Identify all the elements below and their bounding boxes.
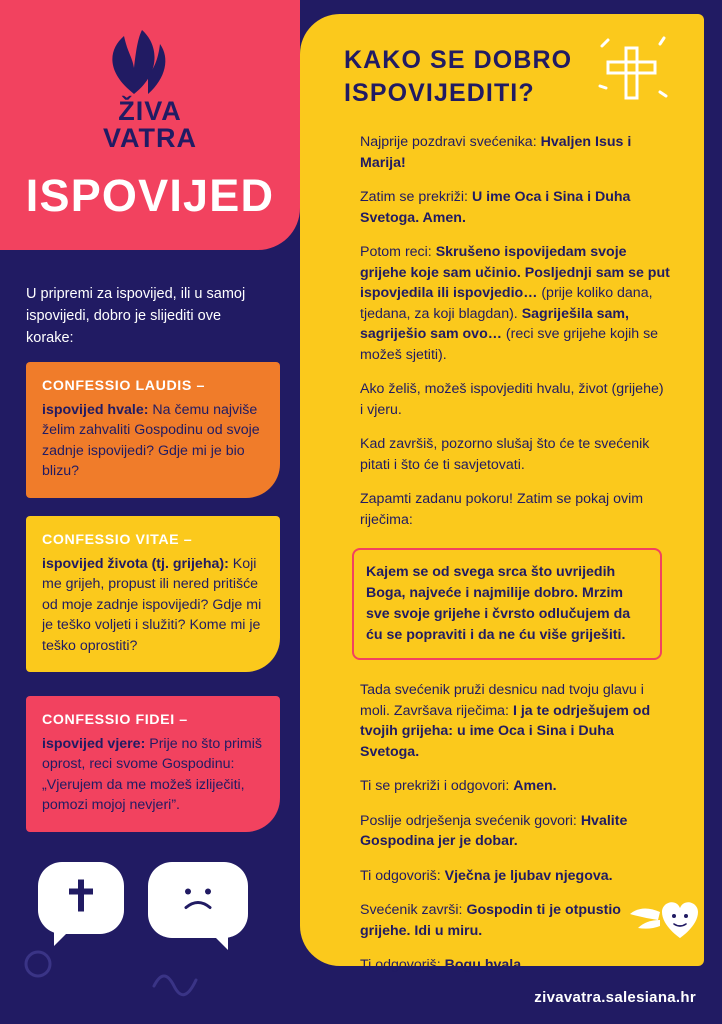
intro-text: U pripremi za ispovijed, ili u samoj ispovijedi, dobro je slijediti ove korake:	[26, 286, 246, 346]
flame-heart-logo-icon	[98, 28, 174, 96]
card-1-sub: ispovijed hvale:	[42, 401, 149, 418]
right-column	[300, 14, 704, 973]
brand-block	[0, 0, 300, 250]
step-item	[360, 242, 670, 365]
step-bold: Vječna je ljubav njegova.	[444, 867, 613, 884]
step-plain: Poslije odrješenja svećenik govori:	[360, 812, 581, 829]
step-plain: Ti se prekriži i odgovori:	[360, 778, 514, 794]
step-plain: Potom reci:	[360, 244, 436, 260]
step-item	[360, 811, 670, 852]
cross-icon	[67, 878, 95, 919]
card-confessio-laudis	[26, 362, 280, 498]
step-plain-3: (reci sve grijehe kojih se možeš sjetiti).	[360, 326, 659, 363]
decorative-swirl-icon	[18, 944, 58, 984]
card-2-body: Koji me grijeh, propust ili nered pritišće od moje zadnje ispovijedi? Gdje mi je teško voljeti i služiti? Kome mi je teško oprostiti?	[42, 555, 262, 654]
brand-name-line2: VATRA	[103, 123, 197, 153]
step-item	[360, 379, 670, 420]
brand-name-line1: ŽIVA	[118, 96, 182, 126]
step-item	[360, 187, 670, 228]
step-plain: Tada svećenik pruži desnicu nad tvoju glavu i moli. Završava riječima:	[360, 682, 644, 719]
speech-bubble-sad-face	[148, 862, 248, 938]
speech-bubble-cross	[38, 862, 124, 934]
step-item	[360, 680, 670, 762]
page-title: ISPOVIJED	[25, 170, 275, 221]
step-bold: Bogu hvala.	[444, 957, 526, 973]
card-3-body: Prije no što primiš oprost, reci svome Gospodinu: „Vjerujem da me možeš izliječiti, pomozi mojoj nevjeri”.	[42, 735, 262, 813]
step-bold: Hvaljen Isus i Marija!	[360, 134, 632, 171]
prayer-highlight-box: Kajem se od svega srca što uvrijedih Boga, najveće i najmilije dobro. Mrzim sve svoje grijehe i čvrsto odlučujem da ću se popraviti i da ne ću više griješiti.	[352, 548, 662, 660]
card-1-body: Na čemu najviše želim zahvaliti Gospodinu od svoje zadnje ispovijedi? Gdje mi je bio blizu?	[42, 401, 260, 479]
step-plain: Kad završiš, pozorno slušaj što će te svećenik pitati i što će ti savjetovati.	[360, 436, 650, 473]
sad-face-icon	[170, 878, 226, 923]
step-plain: Ti odgovoriš:	[360, 957, 445, 973]
step-bold: Amen.	[513, 778, 557, 794]
steps-list	[360, 132, 670, 990]
card-confessio-vitae	[26, 516, 280, 672]
step-item	[360, 776, 670, 797]
card-3-head: CONFESSIO FIDEI –	[42, 712, 188, 728]
step-plain: Svećenik završi:	[360, 902, 467, 918]
step-item	[360, 132, 670, 173]
step-item	[360, 489, 670, 530]
winged-heart-icon	[590, 894, 700, 954]
step-plain: Ako želiš, možeš ispovjediti hvalu, život (grijehe) i vjeru.	[360, 381, 664, 418]
step-plain: Ti odgovoriš:	[360, 867, 445, 884]
step-plain: Najprije pozdravi svećenika:	[360, 134, 541, 150]
step-bold: Hvalite Gospodina jer je dobar.	[360, 812, 628, 849]
step-item	[360, 434, 670, 475]
footer-url[interactable]: zivavatra.salesiana.hr	[534, 989, 696, 1006]
step-bold: U ime Oca i Sina i Duha Svetoga. Amen.	[360, 189, 631, 226]
card-2-head: CONFESSIO VITAE –	[42, 532, 193, 548]
card-3-sub: ispovijed vjere:	[42, 735, 146, 752]
step-plain-2: (prije koliko dana, tjedana, za koji blagdan).	[360, 285, 653, 322]
step-bold-2: Sagriješila sam, sagriješio sam ovo…	[360, 305, 629, 342]
left-column	[0, 0, 300, 1024]
step-bold: Gospodin ti je otpustio grijehe. Idi u miru.	[360, 902, 621, 939]
section-title: KAKO SE DOBRO ISPOVIJEDITI?	[344, 46, 573, 107]
step-item	[360, 955, 670, 976]
decorative-wave-icon	[150, 958, 200, 998]
cross-doodle-icon	[598, 34, 668, 108]
card-confessio-fidei	[26, 696, 280, 832]
card-1-head: CONFESSIO LAUDIS –	[42, 378, 205, 394]
brand-name	[0, 98, 300, 152]
step-plain: Zapamti zadanu pokoru! Zatim se pokaj ovim riječima:	[360, 491, 644, 528]
step-item	[360, 866, 670, 887]
step-bold: Skrušeno ispovijedam svoje grijehe koje sam učinio. Posljednji sam se put ispovjedila ili ispovjedio…	[360, 244, 670, 301]
card-2-sub: ispovijed života (tj. grijeha):	[42, 555, 229, 572]
step-bold: I ja te odrješujem od tvojih grijeha: u ime Oca i Sina i Duha Svetoga.	[360, 702, 651, 760]
step-plain: Zatim se prekriži:	[360, 189, 472, 205]
